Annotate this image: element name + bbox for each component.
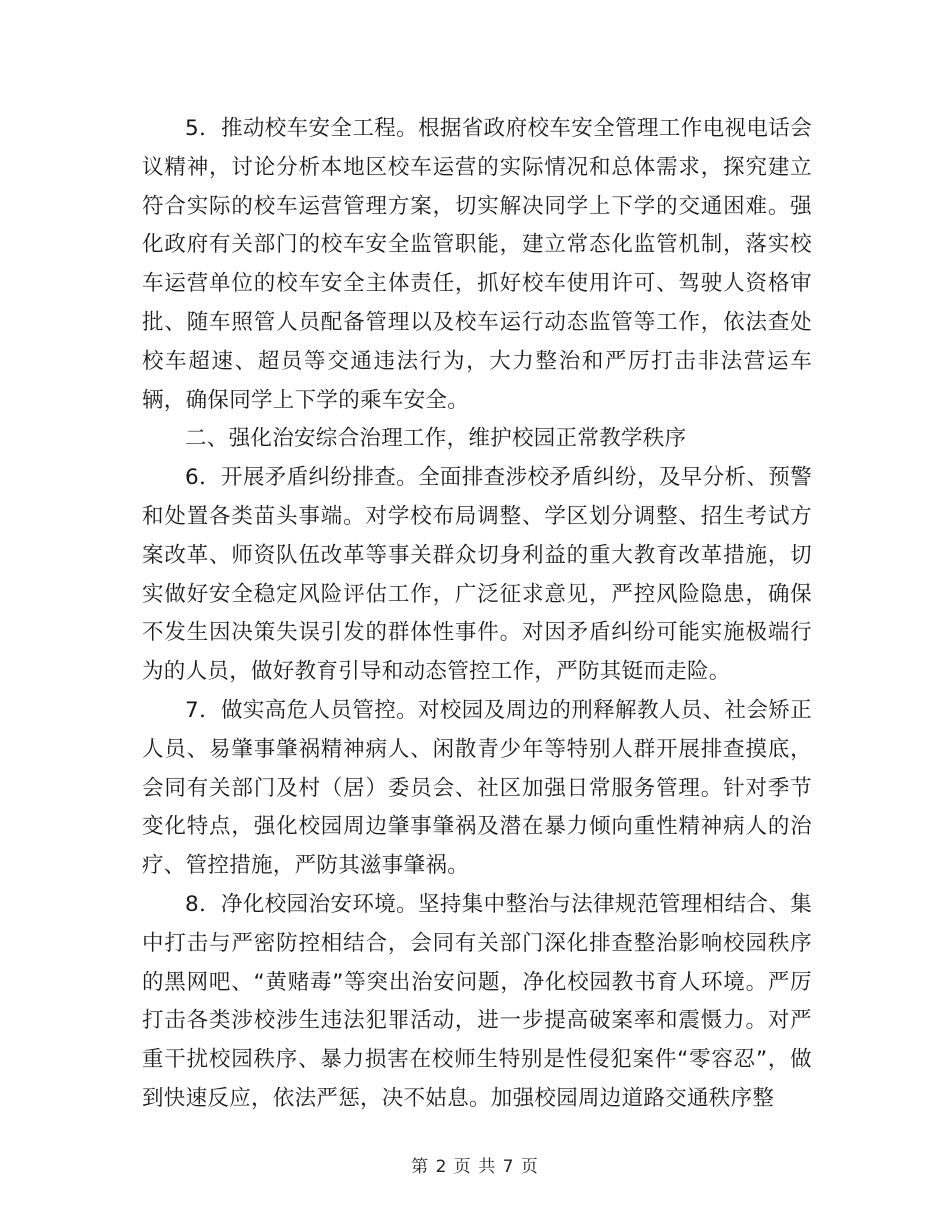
footer-prefix: 第 [411,1157,430,1177]
footer-suffix: 页 [520,1157,539,1177]
paragraph-high-risk-control: 7．做实高危人员管控。对校园及周边的刑释解教人员、社会矫正人员、易肇事肇祸精神病人、闲散青少年等特别人群开展排查摸底，会同有关部门及村（居）委员会、社区加强日常服务管理。针对季节变化特点，强化校园周边肇事肇祸及潜在暴力倾向重性精神病人的治疗、管控措施，严防其滋事肇祸。 [142,697,812,879]
paragraph-campus-environment: 8．净化校园治安环境。坚持集中整治与法律规范管理相结合、集中打击与严密防控相结合，会同有关部门深化排查整治影响校园秩序的黑网吧、“黄赌毒”等突出治安问题，净化校园教书育人环境。严厉打击各类涉校涉生违法犯罪活动，进一步提高破案率和震慑力。对严重干扰校园秩序、暴力损害在校师生特别是性侵犯案件“零容忍”，做到快速反应，依法严惩，决不姑息。加强校园周边道路交通秩序整 [142,891,812,1111]
footer-current-page: 2 [435,1157,448,1177]
document-body [142,110,812,1119]
page-footer [0,1152,950,1177]
section-heading-public-security: 二、强化治安综合治理工作，维护校园正常教学秩序 [185,426,687,452]
footer-total-pages: 7 [502,1157,515,1177]
footer-middle: 页 共 [453,1157,497,1177]
paragraph-conflict-screening: 6．开展矛盾纠纷排查。全面排查涉校矛盾纠纷，及早分析、预警和处置各类苗头事端。对学校布局调整、学区划分调整、招生考试方案改革、师资队伍改革等事关群众切身利益的重大教育改革措施，切实做好安全稳定风险评估工作，广泛征求意见，严控风险隐患，确保不发生因决策失误引发的群体性事件。对因矛盾纠纷可能实施极端行为的人员，做好教育引导和动态管控工作，严防其铤而走险。 [142,465,812,685]
paragraph-school-bus-safety: 5．推动校车安全工程。根据省政府校车安全管理工作电视电话会议精神，讨论分析本地区校车运营的实际情况和总体需求，探究建立符合实际的校车运营管理方案，切实解决同学上下学的交通困难。强化政府有关部门的校车安全监管职能，建立常态化监管机制，落实校车运营单位的校车安全主体责任，抓好校车使用许可、驾驶人资格审批、随车照管人员配备管理以及校车运行动态监管等工作，依法查处校车超速、超员等交通违法行为，大力整治和严厉打击非法营运车辆，确保同学上下学的乘车安全。 [142,116,812,413]
